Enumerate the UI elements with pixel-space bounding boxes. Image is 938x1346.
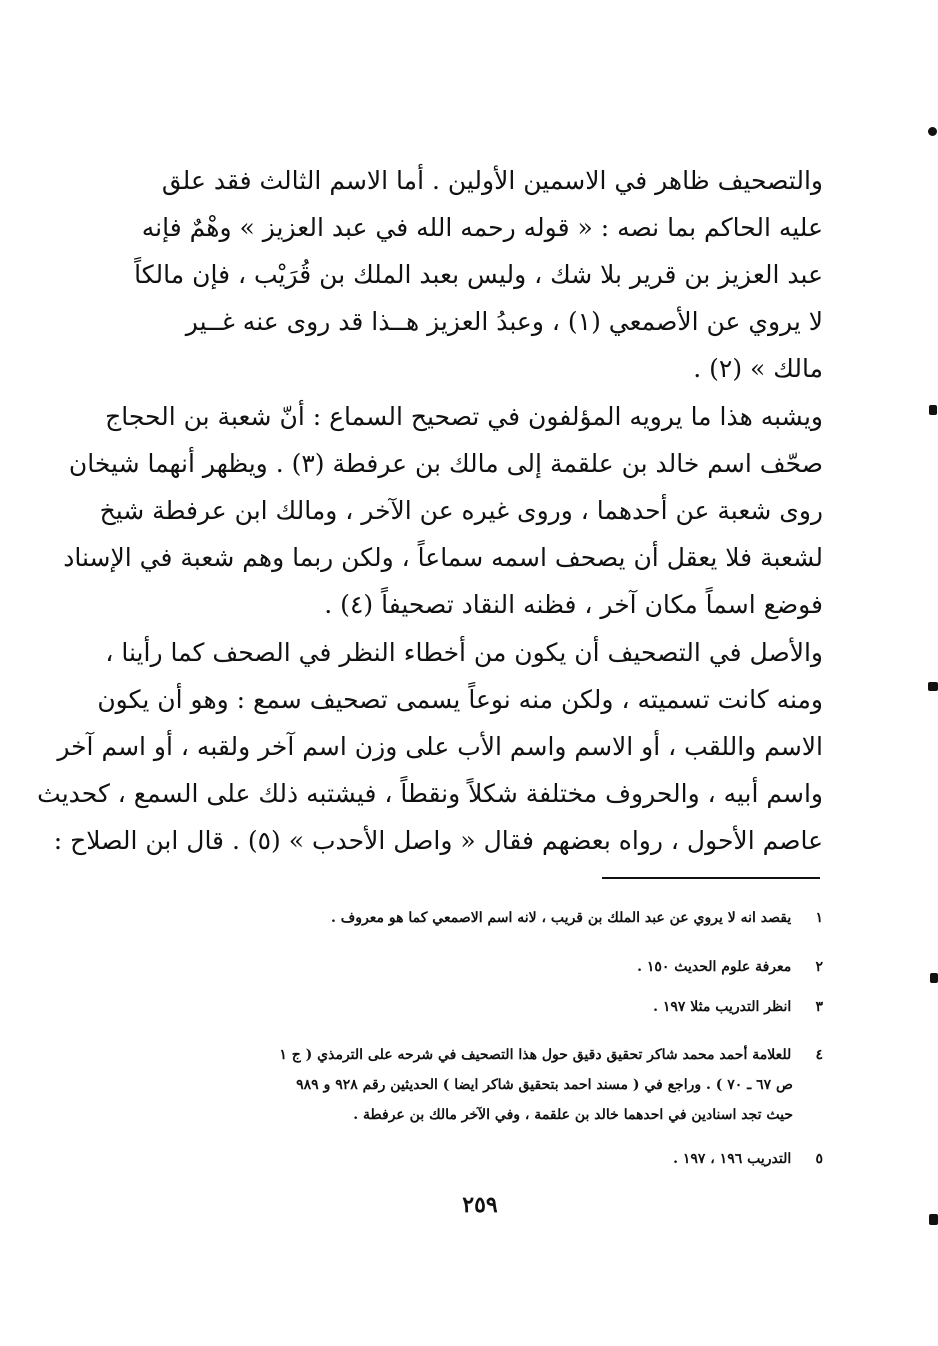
footnote-text: حيث تجد اسنادين في احدهما خالد بن علقمة ، وفي الآخر مالك بن عرفطة . xyxy=(353,1107,793,1123)
scan-edge-mark xyxy=(929,405,937,415)
text-line: روى شعبة عن أحدهما ، وروى غيره عن الآخر ، ومالك ابن عرفطة شيخ xyxy=(99,496,823,525)
footnote-number: ٥ xyxy=(815,1151,823,1167)
footnote-4 xyxy=(155,1040,823,1130)
footnote-number: ٣ xyxy=(815,999,823,1015)
footnote-text: للعلامة أحمد محمد شاكر تحقيق دقيق حول هذا التصحيف في شرحه على الترمذي ( ج ١ xyxy=(279,1047,792,1063)
scan-edge-mark xyxy=(928,127,937,136)
text-line: مالك » (٢) . xyxy=(693,354,823,383)
scan-edge-mark xyxy=(929,1214,938,1225)
text-line: الاسم واللقب ، أو الاسم واسم الأب على وزن اسم آخر ولقبه ، أو اسم آخر xyxy=(57,732,823,761)
text-line: عليه الحاكم بما نصه : « قوله رحمه الله في عبد العزيز » وهْمٌ فإنه xyxy=(141,213,823,242)
text-line: والتصحيف ظاهر في الاسمين الأولين . أما الاسم الثالث فقد علق xyxy=(161,166,823,195)
text-line: ومنه كانت تسميته ، ولكن منه نوعاً يسمى تصحيف سمع : وهو أن يكون xyxy=(97,685,823,714)
paragraph-3 xyxy=(37,629,823,864)
text-line: لشعبة فلا يعقل أن يصحف اسمه سماعاً ، ولكن ربما وهم شعبة في الإسناد xyxy=(63,543,823,572)
footnote-text: يقصد انه لا يروي عن عبد الملك بن قريب ، لانه اسم الاصمعي كما هو معروف . xyxy=(331,910,792,926)
paragraph-2 xyxy=(63,393,823,628)
text-line: فوضع اسماً مكان آخر ، فظنه النقاد تصحيفاً (٤) . xyxy=(324,590,823,619)
text-line: لا يروي عن الأصمعي (١) ، وعبدُ العزيز هــذا قد روى عنه غــير xyxy=(185,307,823,336)
text-line: عاصم الأحول ، رواه بعضهم فقال « واصل الأحدب » (٥) . قال ابن الصلاح : xyxy=(53,826,823,855)
footnote-3 xyxy=(155,992,823,1022)
footnote-number: ١ xyxy=(815,910,823,926)
text-line: والأصل في التصحيف أن يكون من أخطاء النظر في الصحف كما رأينا ، xyxy=(105,638,823,667)
text-line: عبد العزيز بن قرير بلا شك ، وليس بعبد الملك بن قُرَيْب ، فإن مالكاً xyxy=(134,260,823,289)
footnote-text: التدريب ١٩٦ ، ١٩٧ . xyxy=(673,1151,792,1167)
footnote-text: ص ٦٧ ـ ٧٠ ) . وراجع في ( مسند احمد بتحقيق شاكر ايضا ) الحديثين رقم ٩٢٨ و ٩٨٩ xyxy=(296,1077,793,1093)
footnote-1 xyxy=(155,903,823,933)
footnote-divider xyxy=(602,877,820,879)
footnote-text: انظر التدريب مثلا ١٩٧ . xyxy=(653,999,792,1015)
scan-edge-mark xyxy=(928,682,938,691)
footnote-number: ٢ xyxy=(815,959,823,975)
paragraph-1 xyxy=(134,157,823,392)
text-line: ويشبه هذا ما يرويه المؤلفون في تصحيح السماع : أنّ شعبة بن الحجاج xyxy=(105,402,823,431)
text-line: صحّف اسم خالد بن علقمة إلى مالك بن عرفطة (٣) . ويظهر أنهما شيخان xyxy=(68,449,823,478)
footnote-5 xyxy=(155,1144,823,1174)
text-line: واسم أبيه ، والحروف مختلفة شكلاً ونقطاً ، فيشتبه ذلك على السمع ، كحديث xyxy=(37,779,823,808)
page-number: ٢٥٩ xyxy=(462,1192,498,1218)
scan-edge-mark xyxy=(930,973,938,983)
footnote-2 xyxy=(155,952,823,982)
footnote-number: ٤ xyxy=(815,1047,823,1063)
footnote-text: معرفة علوم الحديث ١٥٠ . xyxy=(637,959,792,975)
